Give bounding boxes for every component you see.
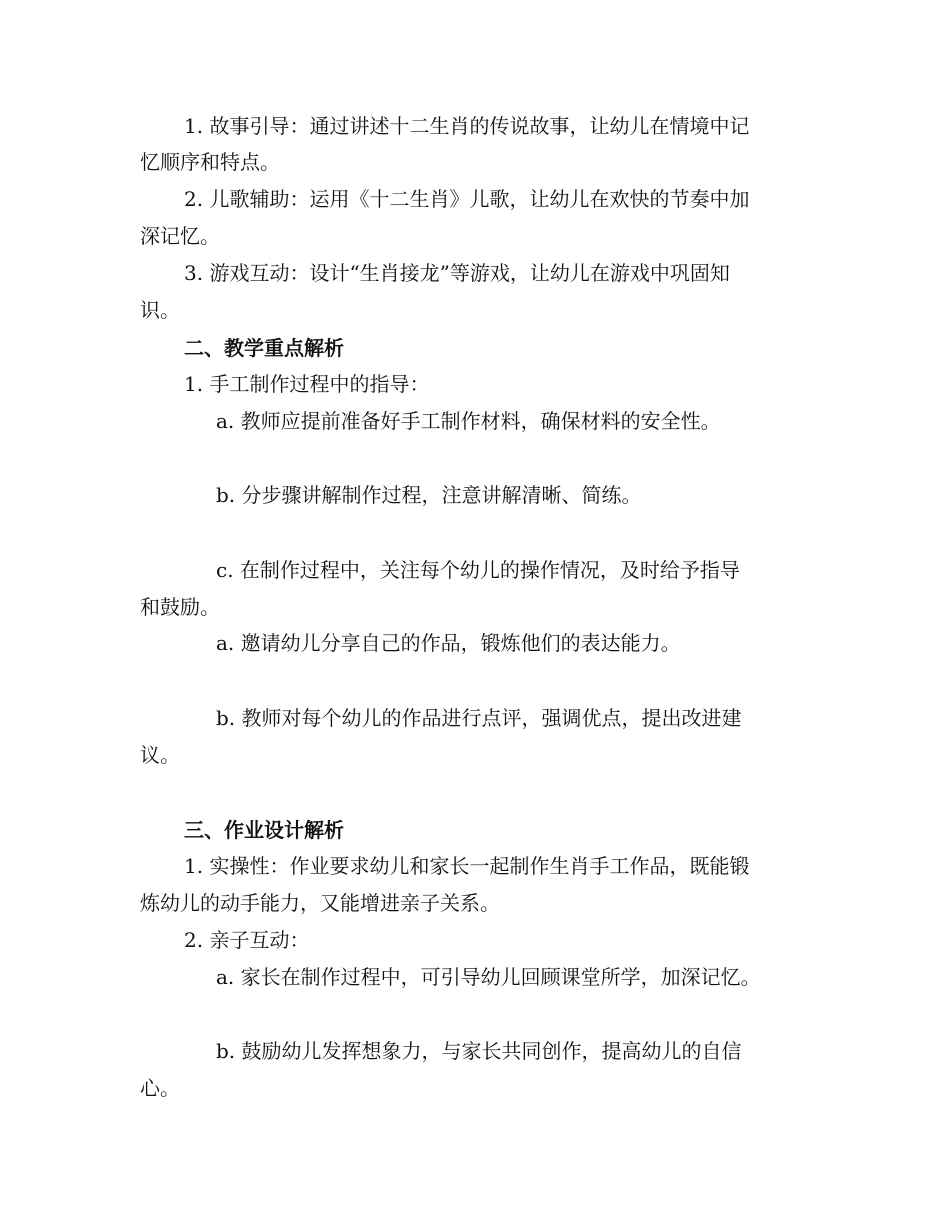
paragraph-line: 1. 实操性：作业要求幼儿和家长一起制作生肖手工作品，既能锻 (184, 854, 750, 878)
paragraph-line: 1. 故事引导：通过讲述十二生肖的传说故事，让幼儿在情境中记 (184, 114, 750, 138)
list-item: a. 教师应提前准备好手工制作材料，确保材料的安全性。 (216, 409, 721, 433)
paragraph-line: 深记忆。 (140, 224, 220, 248)
list-item: b. 教师对每个幼儿的作品进行点评，强调优点，提出改进建 (216, 706, 742, 730)
list-item: a. 邀请幼儿分享自己的作品，锻炼他们的表达能力。 (216, 631, 681, 655)
paragraph-line: 识。 (140, 298, 180, 322)
paragraph-line: 1. 手工制作过程中的指导： (184, 372, 430, 396)
list-item: c. 在制作过程中，关注每个幼儿的操作情况，及时给予指导 (216, 558, 740, 582)
paragraph-line: 忆顺序和特点。 (140, 150, 280, 174)
paragraph-line: 3. 游戏互动：设计“生肖接龙”等游戏，让幼儿在游戏中巩固知 (184, 261, 730, 285)
paragraph-line: 2. 儿歌辅助：运用《十二生肖》儿歌，让幼儿在欢快的节奏中加 (184, 187, 750, 211)
list-item: b. 鼓励幼儿发挥想象力，与家长共同创作，提高幼儿的自信 (216, 1039, 742, 1063)
paragraph-line: 2. 亲子互动： (184, 928, 310, 952)
section-heading: 二、教学重点解析 (184, 336, 344, 360)
list-item: a. 家长在制作过程中，可引导幼儿回顾课堂所学，加深记忆。 (216, 965, 761, 989)
section-heading: 三、作业设计解析 (184, 818, 344, 842)
list-item: b. 分步骤讲解制作过程，注意讲解清晰、简练。 (216, 483, 642, 507)
paragraph-line: 和鼓励。 (140, 595, 220, 619)
paragraph-line: 炼幼儿的动手能力，又能增进亲子关系。 (140, 891, 500, 915)
paragraph-line: 心。 (140, 1076, 180, 1100)
paragraph-line: 议。 (140, 743, 180, 767)
